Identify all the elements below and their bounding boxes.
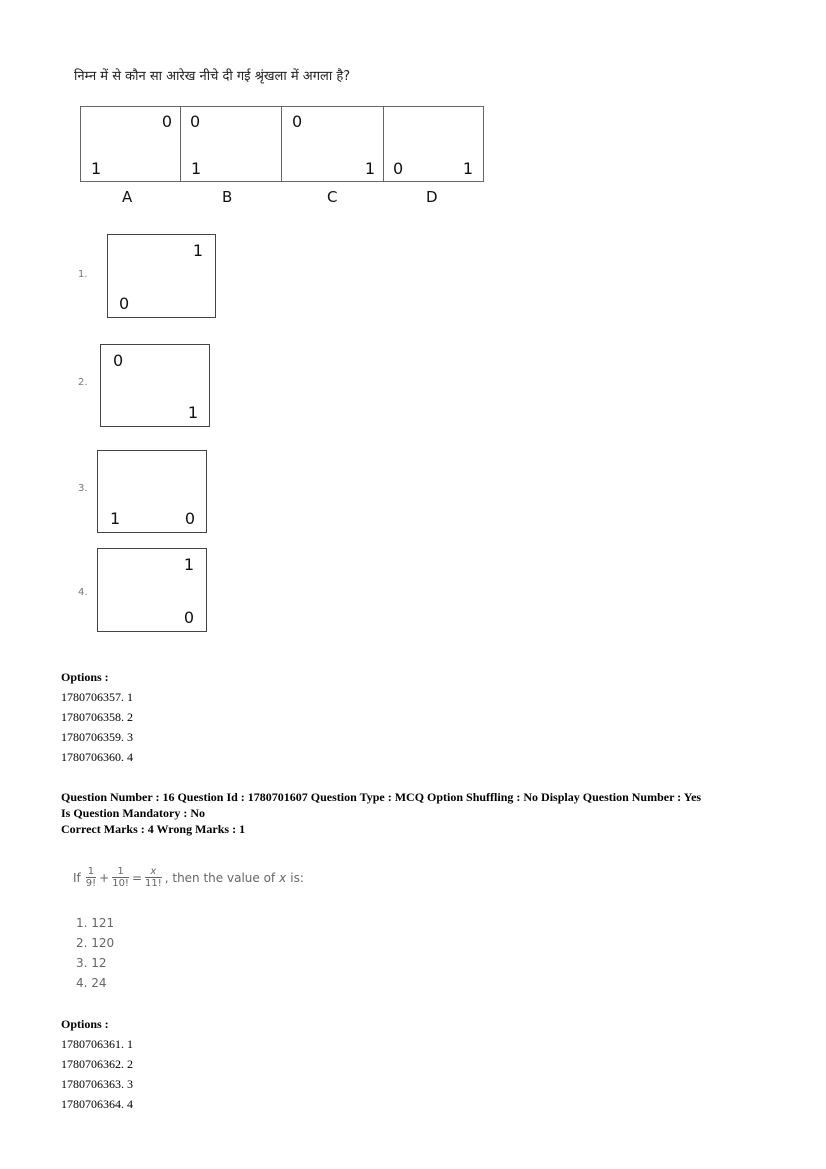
answer-3-zero: 0 [184, 509, 195, 528]
sequence-box-d [383, 106, 484, 182]
fraction-2 [112, 866, 129, 889]
option-item: 1780706359. 3 [61, 730, 133, 744]
options-list-q15 [61, 667, 133, 767]
sequence-a-one: 1 [91, 159, 102, 178]
answer-1-number: 1. [78, 269, 88, 280]
option-item: 1780706362. 2 [61, 1057, 133, 1071]
fraction-2-numerator: 1 [117, 866, 124, 877]
answer-2-zero: 0 [113, 351, 124, 370]
fraction-3-numerator: x [150, 866, 157, 877]
option-item: 1780706358. 2 [61, 710, 133, 724]
option-item: 1780706357. 1 [61, 690, 133, 704]
answer-3-number: 3. [78, 483, 88, 494]
fraction-1-denominator: 9! [85, 878, 97, 889]
question-meta-line: Question Number : 16 Question Id : 1780701607 Question Type : MCQ Option Shuffling : No Display Question Number : Yes [61, 790, 702, 804]
options-heading: Options : [61, 1017, 109, 1031]
answer-2-one: 1 [187, 403, 198, 422]
answer-figure-1 [107, 234, 216, 318]
sequence-d-zero: 0 [393, 159, 404, 178]
fraction-1 [86, 866, 96, 889]
sequence-d-one: 1 [462, 159, 473, 178]
sequence-a-zero: 0 [161, 112, 172, 131]
fraction-3 [145, 866, 162, 889]
option-item: 1780706364. 4 [61, 1097, 133, 1111]
question-16-choices [76, 913, 114, 993]
answer-4-one: 1 [183, 555, 194, 574]
sequence-c-zero: 0 [292, 112, 303, 131]
answer-3-one: 1 [110, 509, 121, 528]
sequence-label-d: D [426, 188, 438, 206]
sequence-label-c: C [327, 188, 338, 206]
prompt-rest: , then the value of [164, 870, 276, 885]
prompt-if: If [73, 870, 81, 885]
option-item: 1780706363. 3 [61, 1077, 133, 1091]
answer-2-number: 2. [78, 377, 88, 388]
answer-4-zero: 0 [183, 608, 194, 627]
sequence-box-c [281, 106, 384, 182]
answer-1-zero: 0 [119, 294, 130, 313]
equals-sign: = [131, 870, 142, 885]
answer-figure-4 [97, 548, 207, 632]
prompt-variable: x [279, 870, 287, 885]
answer-4-number: 4. [78, 587, 88, 598]
option-item: 1780706360. 4 [61, 750, 133, 764]
sequence-c-one: 1 [364, 159, 375, 178]
choice-item: 1. 121 [76, 916, 115, 930]
question-meta-line: Is Question Mandatory : No [61, 806, 206, 820]
answer-1-one: 1 [192, 241, 203, 260]
options-heading: Options : [61, 670, 109, 684]
sequence-box-a [80, 106, 181, 182]
sequence-box-b [180, 106, 282, 182]
plus-sign: + [99, 870, 110, 885]
option-item: 1780706361. 1 [61, 1037, 133, 1051]
choice-item: 3. 12 [76, 956, 107, 970]
marks-line: Correct Marks : 4 Wrong Marks : 1 [61, 822, 246, 836]
prompt-end: is: [290, 870, 304, 885]
sequence-b-zero: 0 [190, 112, 201, 131]
options-list-q16 [61, 1014, 133, 1114]
sequence-label-b: B [222, 188, 233, 206]
choice-item: 2. 120 [76, 936, 115, 950]
choice-item: 4. 24 [76, 976, 107, 990]
answer-figure-3 [97, 450, 207, 533]
answer-figure-2 [100, 344, 210, 427]
question-15-text: निम्न में से कौन सा आरेख नीचे दी गई श्रृंखला में अगला है? [74, 69, 351, 84]
fraction-1-numerator: 1 [87, 866, 95, 877]
fraction-2-denominator: 10! [112, 878, 129, 889]
fraction-3-denominator: 11! [145, 878, 162, 889]
sequence-label-a: A [122, 188, 133, 206]
question-16-meta [61, 789, 801, 837]
sequence-b-one: 1 [191, 159, 202, 178]
question-16-prompt [73, 866, 304, 889]
